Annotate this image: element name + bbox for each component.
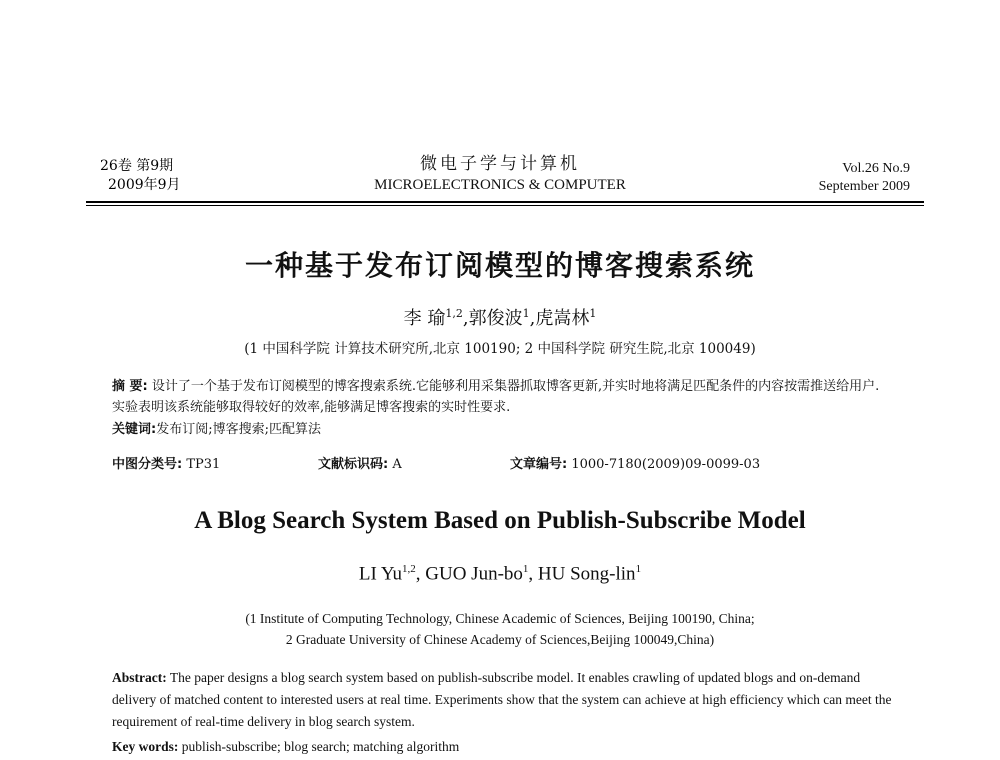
doc-code-value: A bbox=[392, 457, 402, 472]
author-affiliation-mark: 1 bbox=[522, 563, 529, 575]
header-journal bbox=[300, 153, 700, 195]
clc-number bbox=[112, 453, 220, 472]
header-volume-issue: 26卷 第9期 bbox=[100, 158, 174, 174]
header-rule-thick bbox=[86, 201, 924, 203]
author-name: LI Yu bbox=[358, 563, 403, 585]
author-separator: , bbox=[415, 563, 426, 585]
keywords-label-cn: 关键词: bbox=[112, 422, 157, 437]
abstract-text-cn: 设计了一个基于发布订阅模型的博客搜索系统.它能够利用采集器抓取博客更新,并实时地将满足匹配条件的内容按需推送给用户.实验表明该系统能够取得较好的效率,能够满足博客搜索的实时性要求. bbox=[112, 379, 880, 415]
author-name: HU Song-lin bbox=[537, 563, 636, 585]
journal-name-cn: 微电子学与计算机 bbox=[420, 154, 580, 174]
article-no-label: 文章编号: bbox=[510, 457, 568, 472]
author-separator: , bbox=[528, 563, 538, 585]
affiliation-en-line2: 2 Graduate University of Chinese Academy of Sciences,Beijing 100049,China) bbox=[285, 632, 715, 647]
abstract-label-cn: 摘 要: bbox=[112, 379, 148, 394]
abstract-label-en: Abstract: bbox=[112, 670, 167, 685]
abstract-text-en: The paper designs a blog search system based on publish-subscribe model. It enables crawling of updated blogs and on-demand delivery of matched content to interested users at real time. Experiments show that the system can achieve at high efficiency which can meet the requirement of real-time delivery in blog search system. bbox=[112, 670, 892, 729]
affiliation-cn: (1 中国科学院 计算技术研究所,北京 100190; 2 中国科学院 研究生院,北京 100049) bbox=[244, 341, 756, 357]
clc-value: TP31 bbox=[186, 457, 221, 472]
header-issue-info bbox=[100, 157, 181, 195]
keywords-label-en: Key words: bbox=[112, 739, 179, 754]
paper-title-cn: 一种基于发布订阅模型的博客搜索系统 bbox=[244, 249, 755, 282]
author-affiliation-mark: 1,2 bbox=[445, 307, 463, 320]
header-date-cn: 2009年9月 bbox=[108, 177, 181, 193]
header-rule-thin bbox=[86, 205, 924, 206]
author-separator: , bbox=[529, 308, 536, 329]
author-name: GUO Jun-bo bbox=[425, 563, 523, 585]
abstract-en bbox=[112, 667, 892, 733]
affiliation-en-line1: (1 Institute of Computing Technology, Chinese Academic of Sciences, Beijing 100190, China; bbox=[245, 611, 755, 626]
doc-code-label: 文献标识码: bbox=[318, 457, 389, 472]
keywords-text-cn: 发布订阅;博客搜索;匹配算法 bbox=[156, 422, 321, 437]
clc-label: 中图分类号: bbox=[112, 457, 183, 472]
article-no-value: 1000-7180(2009)09-0099-03 bbox=[571, 457, 761, 472]
keywords-text-en: publish-subscribe; blog search; matching algorithm bbox=[181, 739, 460, 754]
article-number bbox=[510, 453, 760, 472]
author-name: 郭俊波 bbox=[468, 308, 523, 329]
author-affiliation-mark: 1,2 bbox=[402, 563, 416, 575]
keywords-en bbox=[112, 739, 892, 755]
affiliation-en bbox=[0, 608, 1000, 650]
header-volume-info bbox=[819, 160, 910, 196]
keywords-cn bbox=[112, 419, 892, 440]
authors-en bbox=[0, 563, 1000, 585]
header-vol-no: Vol.26 No.9 bbox=[842, 161, 910, 176]
author-affiliation-mark: 1 bbox=[635, 563, 642, 575]
header-date-en: September 2009 bbox=[818, 179, 910, 194]
author-separator: , bbox=[462, 308, 469, 329]
author-name: 李 瑜 bbox=[403, 308, 446, 329]
document-code bbox=[318, 453, 402, 472]
author-name: 虎嵩林 bbox=[535, 308, 590, 329]
authors-cn bbox=[0, 304, 1000, 330]
author-affiliation-mark: 1 bbox=[522, 307, 530, 320]
author-affiliation-mark: 1 bbox=[589, 307, 597, 320]
journal-name-en: MICROELECTRONICS & COMPUTER bbox=[374, 177, 626, 193]
abstract-cn bbox=[112, 376, 892, 418]
paper-title-en: A Blog Search System Based on Publish-Subscribe Model bbox=[194, 507, 806, 534]
